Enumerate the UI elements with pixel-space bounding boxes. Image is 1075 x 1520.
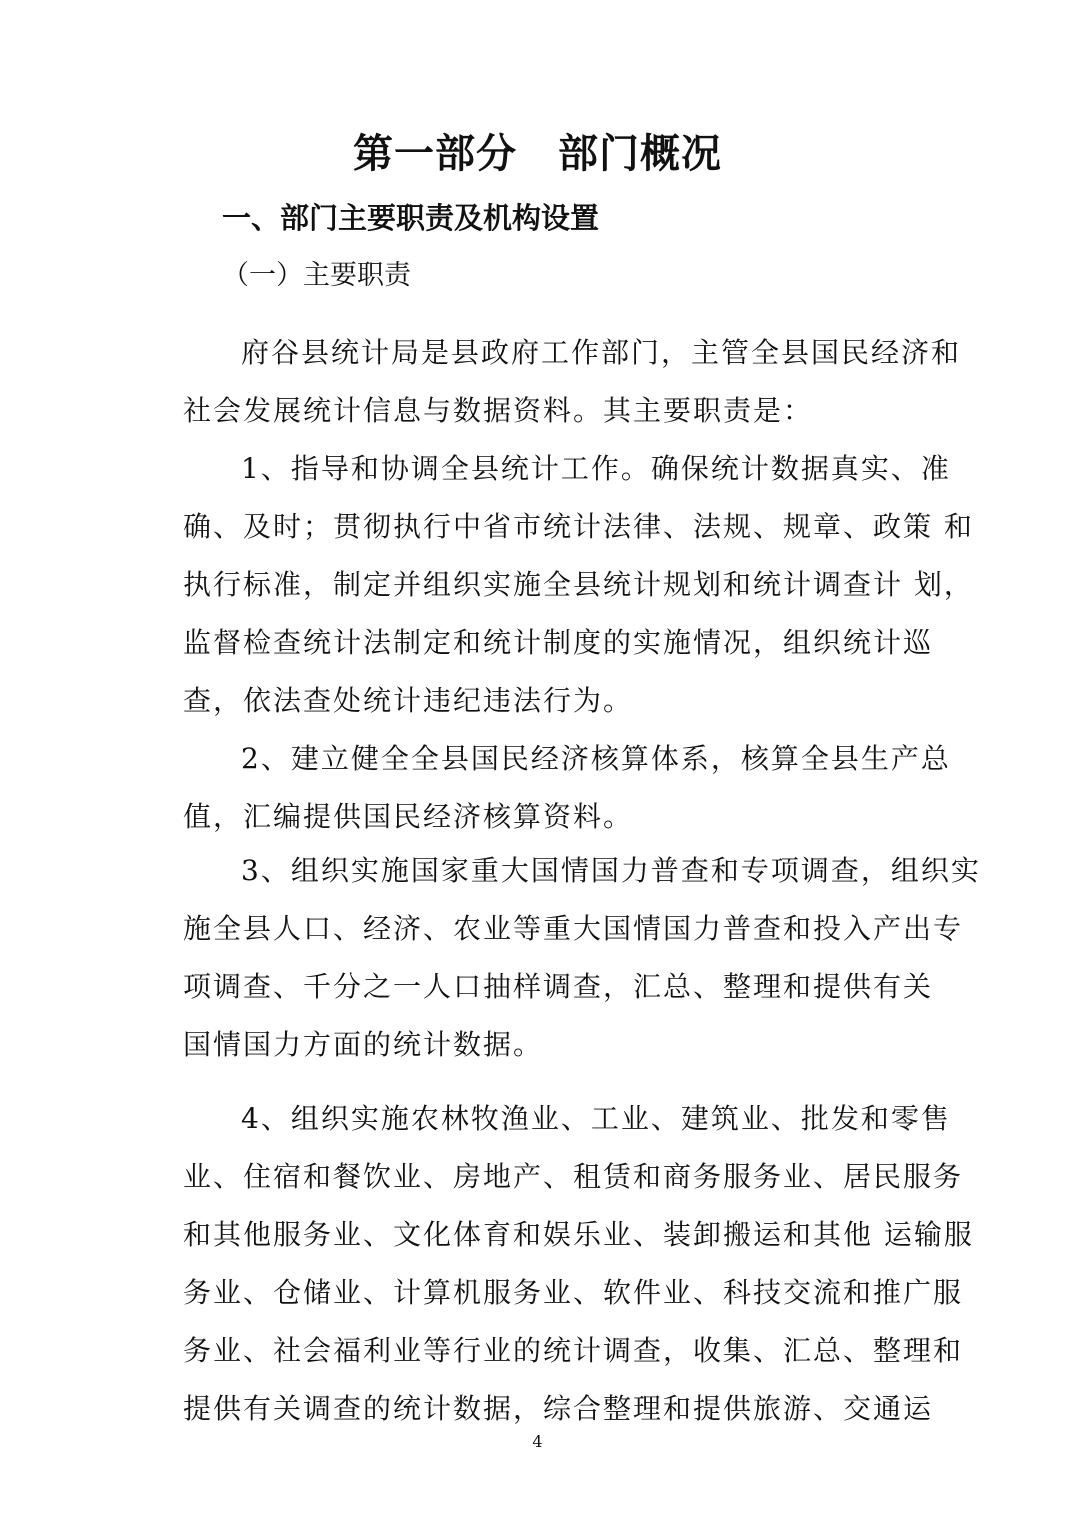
paragraph-line: 府谷县统计局是县政府工作部门，主管全县国民经济和 [241, 336, 962, 369]
paragraph-line: 提供有关调查的统计数据，综合整理和提供旅游、交通运 [183, 1392, 934, 1425]
paragraph-line: 和其他服务业、文化体育和娱乐业、装卸搬运和其他 运输服 [183, 1218, 974, 1251]
paragraph-duty-1 [183, 440, 974, 730]
paragraph-line: 执行标准，制定并组织实施全县统计规划和统计调查计 划， [183, 568, 974, 601]
paragraph-line: 项调查、千分之一人口抽样调查，汇总、整理和提供有关 [183, 970, 934, 1003]
paragraph-line: 务业、仓储业、计算机服务业、软件业、科技交流和推广服 [183, 1276, 964, 1309]
paragraph-line: 查，依法查处统计违纪违法行为。 [183, 684, 634, 717]
subsection-heading: （一）主要职责 [222, 260, 411, 291]
paragraph-intro [183, 324, 962, 440]
paragraph-line: 国情国力方面的统计数据。 [183, 1028, 544, 1061]
paragraph-duty-2 [183, 730, 951, 846]
paragraph-line: 监督检查统计法制定和统计制度的实施情况，组织统计巡 [183, 626, 934, 659]
paragraph-line: 4、组织实施农林牧渔业、工业、建筑业、批发和零售 [241, 1102, 951, 1135]
paragraph-line: 1、指导和协调全县统计工作。确保统计数据真实、准 [241, 452, 951, 485]
page-title: 第一部分 部门概况 [353, 130, 722, 177]
paragraph-line: 施全县人口、经济、农业等重大国情国力普查和投入产出专 [183, 912, 964, 945]
paragraph-line: 值，汇编提供国民经济核算资料。 [183, 800, 634, 833]
paragraph-duty-4 [183, 1090, 974, 1438]
paragraph-line: 确、及时；贯彻执行中省市统计法律、法规、规章、政策 和 [183, 510, 974, 543]
page-number: 4 [532, 1432, 543, 1451]
paragraph-line: 业、住宿和餐饮业、房地产、租赁和商务服务业、居民服务 [183, 1160, 964, 1193]
paragraph-duty-3 [183, 842, 981, 1074]
section-heading: 一、部门主要职责及机构设置 [222, 201, 600, 235]
paragraph-line: 社会发展统计信息与数据资料。其主要职责是： [183, 394, 814, 427]
paragraph-line: 3、组织实施国家重大国情国力普查和专项调查，组织实 [241, 854, 981, 887]
paragraph-line: 2、建立健全全县国民经济核算体系，核算全县生产总 [241, 742, 951, 775]
paragraph-line: 务业、社会福利业等行业的统计调查，收集、汇总、整理和 [183, 1334, 964, 1367]
